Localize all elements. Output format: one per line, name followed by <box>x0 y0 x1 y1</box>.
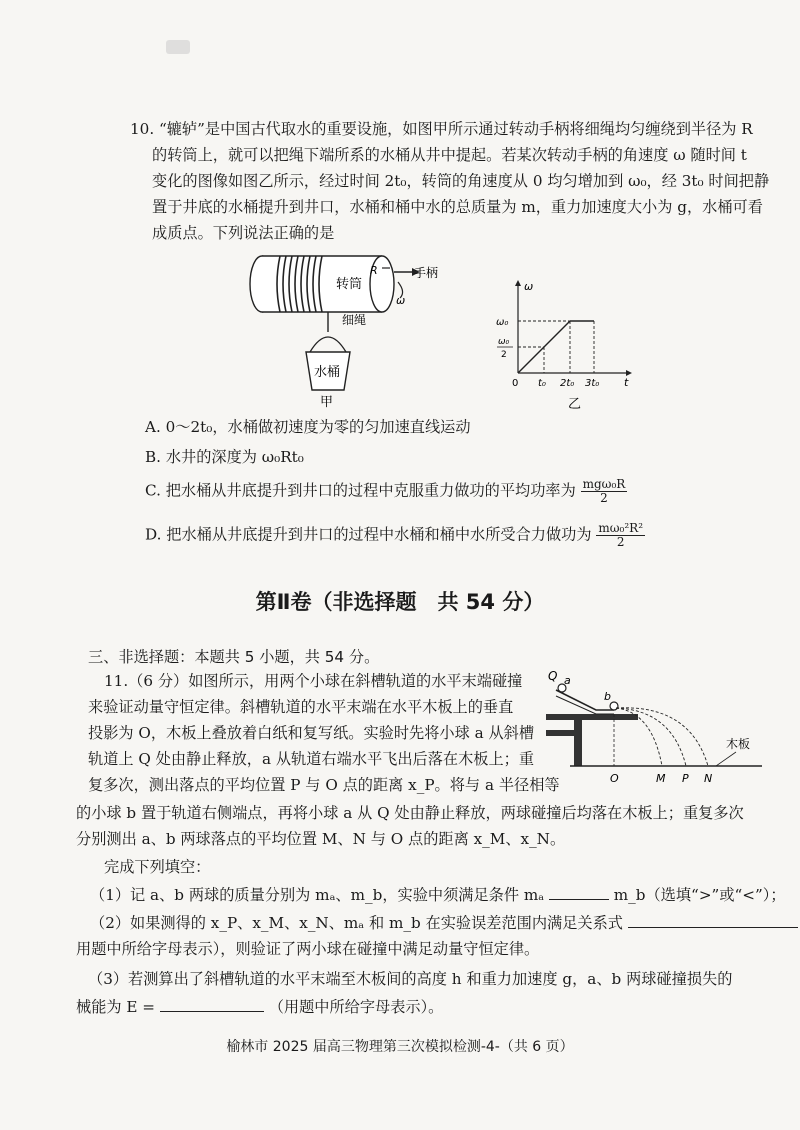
tick-3t0: 3t₀ <box>585 378 600 389</box>
label-a: a <box>564 674 571 687</box>
rope-label: 细绳 <box>342 313 367 327</box>
tick-t0: t₀ <box>538 378 546 389</box>
q11-sub-2 <box>90 910 770 936</box>
option-c-text: C. 把水桶从井底提升到井口的过程中克服重力做功的平均功率为 <box>145 481 576 500</box>
q10-line-1: 10. “辘轳”是中国古代取水的重要设施，如图甲所示通过转动手柄将细绳均匀缠绕到半径为 R <box>130 120 753 138</box>
option-d-text: D. 把水桶从井底提升到井口的过程中水桶和桶中水所受合力做功为 <box>145 525 592 544</box>
figure-jia-windlass <box>240 246 470 411</box>
q11-line-7: 分别测出 a、b 两球落点的平均位置 M、N 与 O 点的距离 x_M、x_N。 <box>76 830 566 848</box>
q11-sub2-cont: 用题中所给字母表示），则验证了两小球在碰撞中满足动量守恒定律。 <box>76 940 540 958</box>
section-title: 第Ⅱ卷（非选择题 共 54 分） <box>255 590 545 614</box>
option-a: A. 0～2t₀，水桶做初速度为零的匀加速直线运动 <box>145 418 471 436</box>
x-axis-label: t <box>624 376 629 389</box>
q10-line-5: 成质点。下列说法正确的是 <box>152 224 335 242</box>
q11-sub3-blank[interactable] <box>160 997 264 1012</box>
option-d-fraction <box>596 522 645 549</box>
half-omega-num: ω₀ <box>498 337 510 347</box>
option-d-numerator: mω₀²R² <box>598 521 644 535</box>
q11-sub1-text-a: （1）记 a、b 两球的质量分别为 mₐ、m_b，实验中须满足条件 mₐ <box>90 886 545 904</box>
option-c-numerator: mgω₀R <box>582 477 626 491</box>
omega-arrow-label: ω <box>396 294 406 307</box>
option-c-denominator: 2 <box>600 491 608 505</box>
q11-sub2-blank[interactable] <box>628 913 798 928</box>
q11-line-2: 来验证动量守恒定律。斜槽轨道的水平末端在水平木板上的垂直 <box>88 698 514 716</box>
section-heading: 三、非选择题：本题共 5 小题，共 54 分。 <box>88 648 380 666</box>
origin-label: 0 <box>512 378 519 389</box>
q11-sub1-text-b: m_b（选填“>”或“<”）； <box>613 886 786 904</box>
board-label: 木板 <box>726 737 751 751</box>
page-footer: 榆林市 2025 届高三物理第三次模拟检测-4-（共 6 页） <box>226 1039 574 1055</box>
q11-line-8: 完成下列填空： <box>104 858 211 876</box>
y-axis-label: ω <box>524 280 534 293</box>
half-omega-den: 2 <box>501 350 507 360</box>
label-P: P <box>682 772 689 785</box>
label-O: O <box>610 772 619 785</box>
option-c-fraction <box>581 478 628 505</box>
label-M: M <box>656 772 666 785</box>
tick-2t0: 2t₀ <box>560 378 575 389</box>
option-d <box>145 522 645 549</box>
q11-line-3: 投影为 O，木板上叠放着白纸和复写纸。实验时先将小球 a 从斜槽 <box>88 724 535 742</box>
figure-jia-caption: 甲 <box>320 395 334 410</box>
label-b: b <box>604 690 611 703</box>
label-Q: Q <box>548 669 558 683</box>
q10-line-2: 的转筒上，就可以把绳下端所系的水桶从井中提起。若某次转动手柄的角速度 ω 随时间 t <box>152 146 747 164</box>
figure-q11-collision <box>540 668 765 793</box>
q11-sub3-text-b: 械能为 E = <box>76 998 156 1016</box>
bucket-label: 水桶 <box>314 365 341 380</box>
option-b: B. 水井的深度为 ω₀Rt₀ <box>145 448 304 466</box>
q11-sub-3: （3）若测算出了斜槽轨道的水平末端至木板间的高度 h 和重力加速度 g，a、b 两球碰撞损失的 <box>88 970 733 988</box>
q10-line-4: 置于井底的水桶提升到井口，水桶和桶中水的总质量为 m，重力加速度大小为 g，水桶可看 <box>152 198 763 216</box>
q11-sub2-text-a: （2）如果测得的 x_P、x_M、x_N、mₐ 和 m_b 在实验误差范围内满足关系式 <box>90 914 623 932</box>
figure-yi-omega-graph <box>488 278 638 413</box>
q11-line-6: 的小球 b 置于轨道右侧端点，再将小球 a 从 Q 处由静止释放，两球碰撞后均落在木板上；重复多次 <box>76 804 744 822</box>
option-d-denominator: 2 <box>616 535 625 549</box>
omega0-label: ω₀ <box>496 317 509 328</box>
q11-sub1-blank[interactable] <box>549 885 609 900</box>
handle-label: 手柄 <box>414 266 439 280</box>
label-N: N <box>704 772 713 785</box>
q11-sub3-cont <box>76 994 756 1020</box>
drum-label: 转筒 <box>336 277 363 292</box>
q10-line-3: 变化的图像如图乙所示，经过时间 2t₀，转筒的角速度从 0 均匀增加到 ω₀，经 3t₀ 时间把静 <box>152 172 770 190</box>
option-c <box>145 478 627 505</box>
q11-sub3-text-c: （用题中所给字母表示）。 <box>268 998 444 1016</box>
q11-line-5: 复多次，测出落点的平均位置 P 与 O 点的距离 x_P。将与 a 半径相等 <box>88 776 560 794</box>
q11-line-4: 轨道上 Q 处由静止释放，a 从轨道右端水平飞出后落在木板上；重 <box>88 750 535 768</box>
figure-yi-caption: 乙 <box>568 397 582 412</box>
q11-line-1: 11.（6 分）如图所示，用两个小球在斜槽轨道的水平末端碰撞 <box>104 672 523 690</box>
scan-smudge <box>166 40 190 54</box>
q11-sub-1 <box>90 882 786 908</box>
radius-label: R <box>370 264 378 277</box>
q10-stem <box>130 116 770 246</box>
